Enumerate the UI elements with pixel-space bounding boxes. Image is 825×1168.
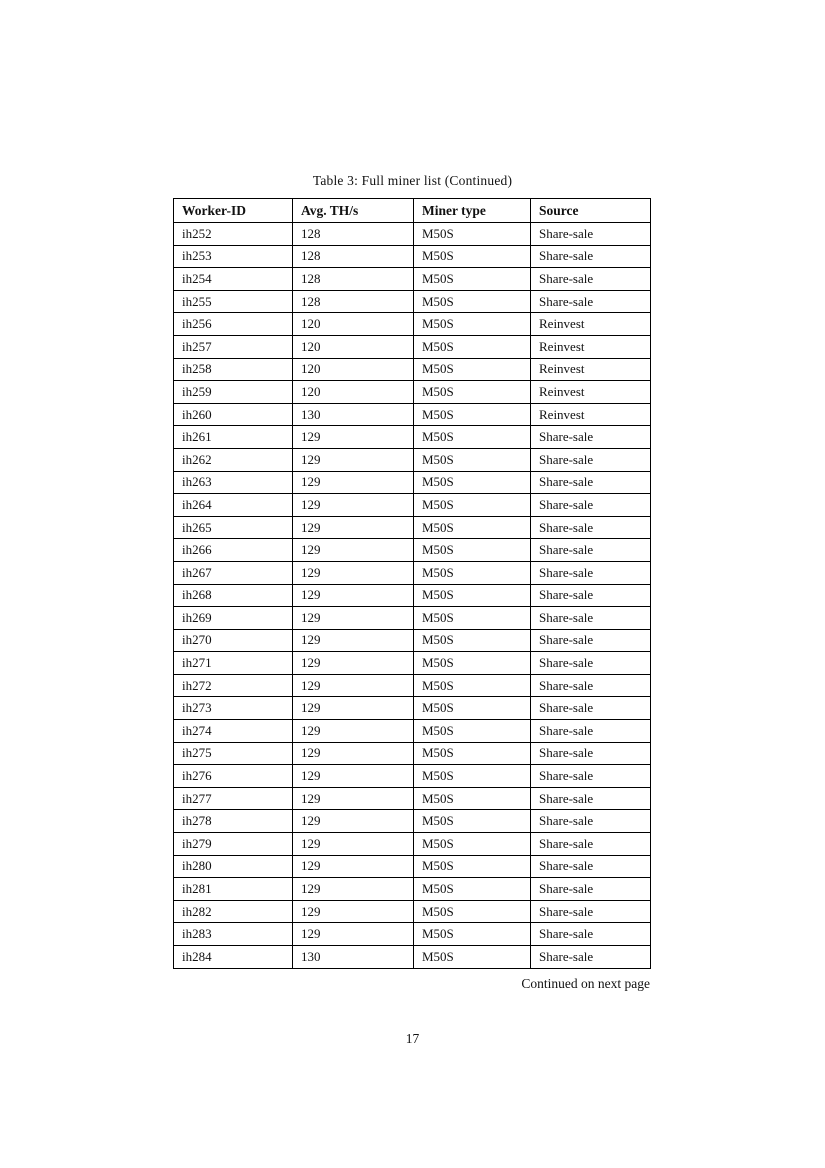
table-cell: M50S [414,810,531,833]
table-cell: ih267 [174,561,293,584]
table-cell: Share-sale [531,946,651,969]
table-cell: ih275 [174,742,293,765]
table-cell: ih274 [174,720,293,743]
table-cell: Share-sale [531,584,651,607]
column-header: Avg. TH/s [293,199,414,223]
table-row [174,245,651,268]
table-row [174,878,651,901]
table-cell: M50S [414,494,531,517]
table-row [174,313,651,336]
table-cell: 129 [293,652,414,675]
table-cell: M50S [414,223,531,246]
table-cell: M50S [414,426,531,449]
table-cell: M50S [414,855,531,878]
table-cell: ih255 [174,290,293,313]
table-cell: 129 [293,561,414,584]
table-cell: Share-sale [531,720,651,743]
table-row [174,290,651,313]
table-row [174,765,651,788]
table-cell: Share-sale [531,539,651,562]
table-cell: Share-sale [531,652,651,675]
table-cell: M50S [414,765,531,788]
table-row [174,787,651,810]
table-cell: ih253 [174,245,293,268]
table-row [174,471,651,494]
table-cell: 129 [293,810,414,833]
table-cell: M50S [414,878,531,901]
table-cell: Share-sale [531,900,651,923]
table-cell: M50S [414,561,531,584]
table-cell: 129 [293,787,414,810]
table-cell: M50S [414,900,531,923]
header-row [174,199,651,223]
table-row [174,403,651,426]
table-cell: ih254 [174,268,293,291]
table-cell: ih260 [174,403,293,426]
column-header: Source [531,199,651,223]
table-cell: ih265 [174,516,293,539]
table-cell: ih281 [174,878,293,901]
table-cell: M50S [414,787,531,810]
table-cell: Reinvest [531,335,651,358]
table-cell: Share-sale [531,471,651,494]
table-cell: Share-sale [531,787,651,810]
table-cell: M50S [414,313,531,336]
table-cell: M50S [414,720,531,743]
table-cell: Share-sale [531,674,651,697]
table-cell: 128 [293,268,414,291]
table-cell: Share-sale [531,923,651,946]
table-cell: Share-sale [531,494,651,517]
table-cell: 129 [293,900,414,923]
table-row [174,720,651,743]
table-row [174,833,651,856]
table-row [174,539,651,562]
miner-table [173,198,651,969]
table-cell: ih262 [174,448,293,471]
table-cell: ih266 [174,539,293,562]
table-cell: ih257 [174,335,293,358]
table-cell: M50S [414,652,531,675]
table-row [174,855,651,878]
table-cell: M50S [414,471,531,494]
table-cell: 129 [293,471,414,494]
table-cell: M50S [414,629,531,652]
table-row [174,629,651,652]
table-row [174,561,651,584]
table-row [174,516,651,539]
table-cell: M50S [414,245,531,268]
table-cell: ih256 [174,313,293,336]
table-cell: ih282 [174,900,293,923]
table-cell: ih268 [174,584,293,607]
table-caption: Table 3: Full miner list (Continued) [312,173,513,188]
table-cell: ih258 [174,358,293,381]
table-cell: Share-sale [531,855,651,878]
table-cell: M50S [414,403,531,426]
table-cell: ih271 [174,652,293,675]
table-cell: 129 [293,539,414,562]
table-cell: 129 [293,855,414,878]
table-cell: ih270 [174,629,293,652]
table-cell: 129 [293,697,414,720]
table-cell: Share-sale [531,878,651,901]
table-cell: M50S [414,697,531,720]
table-cell: 129 [293,426,414,449]
table-cell: M50S [414,584,531,607]
table-cell: 129 [293,629,414,652]
table-cell: Share-sale [531,516,651,539]
table-row [174,223,651,246]
table-cell: 129 [293,516,414,539]
table-cell: 129 [293,878,414,901]
table-cell: 129 [293,833,414,856]
table-cell: ih263 [174,471,293,494]
table-row [174,697,651,720]
table-cell: Share-sale [531,742,651,765]
table-cell: M50S [414,448,531,471]
table-row [174,268,651,291]
table-row [174,494,651,517]
table-cell: ih273 [174,697,293,720]
table-cell: M50S [414,358,531,381]
table-cell: 129 [293,742,414,765]
table-cell: 129 [293,494,414,517]
table-cell: ih261 [174,426,293,449]
table-cell: M50S [414,268,531,291]
table-cell: Share-sale [531,448,651,471]
table-cell: 129 [293,448,414,471]
table-cell: M50S [414,742,531,765]
table-cell: 120 [293,335,414,358]
table-cell: 128 [293,290,414,313]
table-cell: 129 [293,720,414,743]
table-cell: Share-sale [531,697,651,720]
table-cell: 130 [293,946,414,969]
table-cell: ih279 [174,833,293,856]
table-cell: 120 [293,381,414,404]
table-cell: ih283 [174,923,293,946]
table-cell: 120 [293,313,414,336]
continued-note: Continued on next page [521,976,650,991]
table-cell: Share-sale [531,561,651,584]
table-cell: ih259 [174,381,293,404]
table-row [174,584,651,607]
table-row [174,607,651,630]
table-cell: ih277 [174,787,293,810]
table-cell: M50S [414,923,531,946]
column-header: Worker-ID [174,199,293,223]
table-row [174,742,651,765]
table-row [174,448,651,471]
table-cell: ih280 [174,855,293,878]
table-cell: ih272 [174,674,293,697]
table-cell: Share-sale [531,607,651,630]
table-cell: 129 [293,584,414,607]
table-cell: 129 [293,674,414,697]
table-cell: M50S [414,946,531,969]
table-cell: Share-sale [531,223,651,246]
table-cell: Reinvest [531,313,651,336]
table-row [174,900,651,923]
table-cell: 120 [293,358,414,381]
table-cell: ih284 [174,946,293,969]
table-cell: Share-sale [531,810,651,833]
table-cell: Share-sale [531,290,651,313]
table-cell: Reinvest [531,403,651,426]
table-cell: 128 [293,245,414,268]
table-cell: ih276 [174,765,293,788]
table-header [174,199,651,223]
table-cell: Share-sale [531,629,651,652]
table-row [174,674,651,697]
table-cell: M50S [414,290,531,313]
table-cell: 129 [293,923,414,946]
table-cell: ih252 [174,223,293,246]
table-cell: 129 [293,765,414,788]
table-cell: M50S [414,674,531,697]
page-number: 17 [405,1031,420,1046]
table-cell: M50S [414,335,531,358]
table-row [174,335,651,358]
table-cell: Share-sale [531,245,651,268]
table-row [174,426,651,449]
table-row [174,923,651,946]
table-cell: 130 [293,403,414,426]
table-cell: 128 [293,223,414,246]
table-body [174,223,651,969]
column-header: Miner type [414,199,531,223]
table-cell: M50S [414,381,531,404]
table-cell: M50S [414,516,531,539]
table-cell: M50S [414,833,531,856]
table-row [174,358,651,381]
table-row [174,810,651,833]
table-cell: Share-sale [531,268,651,291]
table-cell: M50S [414,607,531,630]
table-cell: 129 [293,607,414,630]
table-cell: ih278 [174,810,293,833]
table-cell: M50S [414,539,531,562]
table-cell: Reinvest [531,358,651,381]
table-row [174,381,651,404]
table-cell: Share-sale [531,833,651,856]
table-cell: Share-sale [531,426,651,449]
table-cell: Share-sale [531,765,651,788]
table-row [174,946,651,969]
table-row [174,652,651,675]
table-cell: Reinvest [531,381,651,404]
table-cell: ih269 [174,607,293,630]
table-cell: ih264 [174,494,293,517]
